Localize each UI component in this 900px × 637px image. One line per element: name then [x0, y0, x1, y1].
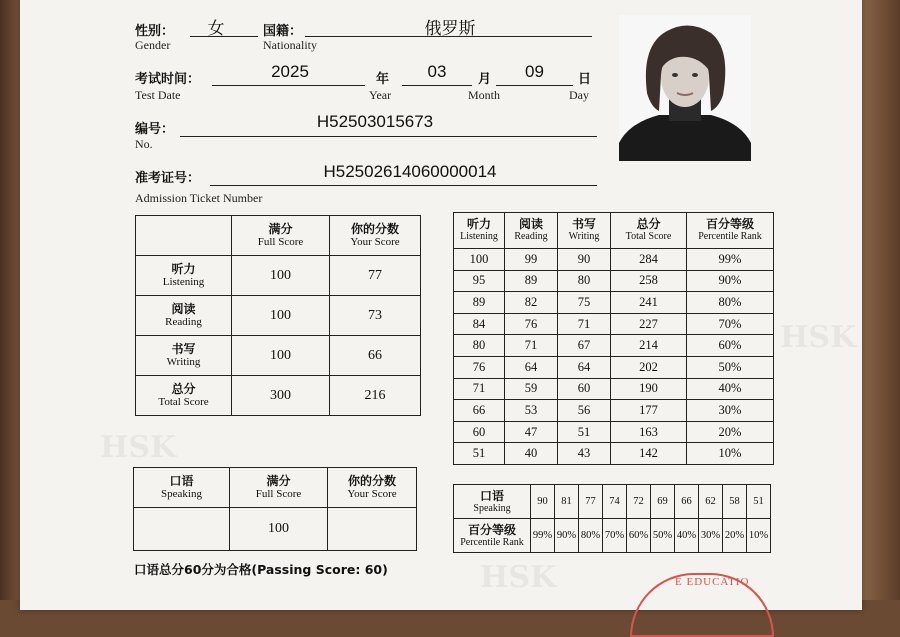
cell-label: 你的分数: [350, 222, 399, 236]
table-cell: 190: [611, 378, 687, 400]
table-cell: 10%: [687, 443, 774, 465]
table-row: [134, 508, 417, 551]
table-cell: [136, 296, 232, 336]
table-cell: 99%: [687, 249, 774, 271]
table-cell: 59: [505, 378, 558, 400]
speaking-full-score: 100: [230, 508, 328, 551]
year-label: 年: [376, 72, 390, 87]
table-cell: 76: [505, 313, 558, 335]
table-cell: 90: [531, 485, 555, 519]
cell-label: 书写: [171, 342, 196, 356]
table-cell: 71: [558, 313, 611, 335]
table-cell: 71: [505, 335, 558, 357]
nationality-label-en: Nationality: [263, 38, 317, 52]
cell-label: Writing: [166, 356, 201, 368]
table-cell: 30%: [687, 400, 774, 422]
table-cell: 89: [505, 270, 558, 292]
table-cell: 227: [611, 313, 687, 335]
cell-label: 总分: [171, 382, 196, 396]
table-cell: 100: [232, 296, 330, 336]
cell-label: Listening: [162, 276, 205, 288]
table-cell: 80%: [579, 519, 603, 553]
table-cell: 51: [454, 443, 505, 465]
gender-value: 女: [207, 19, 225, 39]
table-row: [454, 378, 774, 400]
table-cell: 95: [454, 270, 505, 292]
table-row: [454, 356, 774, 378]
table-cell: 60: [558, 378, 611, 400]
speaking-header: [134, 468, 230, 508]
full-score-header: [232, 216, 330, 256]
number-label-en: No.: [135, 137, 153, 151]
speaking-percentile-table: [453, 484, 771, 553]
cell-label: Speaking: [473, 502, 511, 514]
table-cell: 71: [454, 378, 505, 400]
table-row: [136, 336, 421, 376]
table-cell: 258: [611, 270, 687, 292]
ticket-label: 准考证号：: [135, 171, 201, 186]
table-cell: 74: [603, 485, 627, 519]
speaking-full-header: [230, 468, 328, 508]
table-cell: 67: [558, 335, 611, 357]
table-cell: 80%: [687, 292, 774, 314]
cell-label: Reading: [514, 231, 548, 242]
table-cell: 84: [454, 313, 505, 335]
your-score-header: [330, 216, 421, 256]
table-row: [136, 256, 421, 296]
speaking-your-score: [328, 508, 417, 551]
table-row: [136, 296, 421, 336]
table-row: [454, 313, 774, 335]
table-cell: 77: [330, 256, 421, 296]
cell-label: Full Score: [255, 488, 302, 500]
test-year-value: 2025: [271, 62, 309, 81]
test-day-value: 09: [525, 62, 544, 81]
table-cell: 66: [330, 336, 421, 376]
table-cell: 284: [611, 249, 687, 271]
table-cell: 77: [579, 485, 603, 519]
table-cell: [454, 519, 531, 553]
table-row: [454, 292, 774, 314]
table-cell: 163: [611, 421, 687, 443]
desk-background-right: [862, 0, 900, 600]
cell-label: 听力: [171, 262, 196, 276]
table-cell: 51: [747, 485, 771, 519]
header-percentile: [687, 213, 774, 249]
table-cell: 50%: [651, 519, 675, 553]
table-cell: 72: [627, 485, 651, 519]
cell-label: Total Score: [625, 231, 672, 242]
passing-note: 口语总分60分为合格(Passing Score: 60): [134, 562, 388, 577]
table-cell: 43: [558, 443, 611, 465]
month-label-en: Month: [468, 88, 501, 102]
month-label: 月: [478, 72, 492, 87]
cell-label: 书写: [571, 217, 596, 231]
table-cell: 53: [505, 400, 558, 422]
nationality-value: 俄罗斯: [424, 19, 476, 39]
cell-label: 你的分数: [347, 474, 396, 488]
score-report-sheet: [20, 0, 862, 610]
table-cell: 214: [611, 335, 687, 357]
cell-label: 口语: [479, 488, 504, 503]
speaking-your-header: [328, 468, 417, 508]
cell-label: 总分: [636, 217, 661, 231]
cell-label: Full Score: [257, 236, 304, 248]
header-total: [611, 213, 687, 249]
table-cell: 73: [330, 296, 421, 336]
table-cell: 60%: [687, 335, 774, 357]
gender-label-en: Gender: [135, 38, 171, 52]
table-cell: 69: [651, 485, 675, 519]
table-cell: 62: [699, 485, 723, 519]
table-cell: 216: [330, 376, 421, 416]
table-cell: 76: [454, 356, 505, 378]
table-row: [454, 443, 774, 465]
seal-text: E EDUCATIO: [675, 576, 750, 588]
table-cell: [136, 216, 232, 256]
header-listening: [454, 213, 505, 249]
table-cell: 142: [611, 443, 687, 465]
table-cell: 47: [505, 421, 558, 443]
header-writing: [558, 213, 611, 249]
ticket-value: H52502614060000014: [323, 162, 497, 181]
cell-label: 满分: [268, 222, 293, 236]
table-cell: 10%: [747, 519, 771, 553]
table-cell: 300: [232, 376, 330, 416]
cell-label: 满分: [266, 474, 291, 488]
cell-label: Reading: [165, 316, 202, 328]
table-cell: [134, 508, 230, 551]
number-value: H52503015673: [316, 112, 434, 131]
gender-label: 性别：: [135, 24, 175, 39]
table-row: [454, 421, 774, 443]
table-cell: 70%: [687, 313, 774, 335]
desk-background-left: [0, 0, 22, 600]
table-cell: 81: [555, 485, 579, 519]
number-label: 编号：: [135, 122, 175, 137]
table-cell: 64: [505, 356, 558, 378]
table-cell: [136, 376, 232, 416]
day-label: 日: [578, 72, 592, 87]
table-cell: 40%: [687, 378, 774, 400]
cell-label: Writing: [568, 231, 600, 242]
watermark: HSK: [780, 320, 857, 355]
table-cell: 20%: [687, 421, 774, 443]
cell-label: 阅读: [171, 302, 196, 316]
test-date-label-en: Test Date: [135, 88, 181, 102]
cell-label: Percentile Rank: [698, 231, 762, 242]
test-date-label: 考试时间：: [135, 72, 201, 87]
cell-label: Speaking: [161, 488, 202, 500]
table-cell: 100: [454, 249, 505, 271]
portrait-icon: [619, 15, 751, 161]
candidate-photo: [619, 15, 751, 161]
table-cell: 30%: [699, 519, 723, 553]
table-row: [136, 376, 421, 416]
year-label-en: Year: [369, 88, 392, 102]
table-cell: 202: [611, 356, 687, 378]
table-row: [454, 335, 774, 357]
cell-label: 口语: [169, 474, 194, 488]
table-cell: 70%: [603, 519, 627, 553]
table-cell: 80: [454, 335, 505, 357]
table-cell: 90: [558, 249, 611, 271]
table-cell: 100: [232, 336, 330, 376]
cell-label: 百分等级: [467, 522, 516, 537]
percentile-table: [453, 212, 774, 465]
table-cell: 90%: [555, 519, 579, 553]
table-cell: 99%: [531, 519, 555, 553]
table-cell: 50%: [687, 356, 774, 378]
test-month-value: 03: [427, 62, 447, 81]
table-cell: 40%: [675, 519, 699, 553]
cell-label: 阅读: [518, 217, 543, 231]
table-cell: [136, 256, 232, 296]
header-reading: [505, 213, 558, 249]
table-cell: 100: [232, 256, 330, 296]
cell-label: Listening: [460, 231, 498, 242]
table-cell: 177: [611, 400, 687, 422]
table-row: [454, 519, 771, 553]
table-row: [454, 485, 771, 519]
table-cell: 241: [611, 292, 687, 314]
cell-label: 听力: [466, 217, 491, 231]
day-label-en: Day: [569, 88, 589, 102]
table-cell: 58: [723, 485, 747, 519]
table-cell: 89: [454, 292, 505, 314]
table-cell: 51: [558, 421, 611, 443]
score-table: [135, 215, 421, 416]
table-cell: 40: [505, 443, 558, 465]
table-cell: 66: [454, 400, 505, 422]
cell-label: Your Score: [347, 488, 397, 500]
speaking-table: [133, 467, 417, 551]
table-cell: 66: [675, 485, 699, 519]
table-cell: 80: [558, 270, 611, 292]
table-cell: 20%: [723, 519, 747, 553]
table-cell: 75: [558, 292, 611, 314]
table-cell: [454, 485, 531, 519]
table-cell: 60: [454, 421, 505, 443]
watermark: HSK: [480, 560, 557, 595]
table-cell: 99: [505, 249, 558, 271]
cell-label: Your Score: [350, 236, 400, 248]
watermark: HSK: [100, 430, 177, 465]
cell-label: 百分等级: [705, 217, 754, 231]
table-cell: 90%: [687, 270, 774, 292]
table-cell: 60%: [627, 519, 651, 553]
table-row: [454, 400, 774, 422]
table-cell: 56: [558, 400, 611, 422]
table-cell: [136, 336, 232, 376]
table-cell: 64: [558, 356, 611, 378]
table-row: [454, 270, 774, 292]
table-row: [454, 249, 774, 271]
cell-label: Percentile Rank: [460, 536, 524, 548]
table-cell: 82: [505, 292, 558, 314]
nationality-label: 国籍：: [263, 24, 303, 39]
ticket-label-en: Admission Ticket Number: [135, 191, 263, 205]
cell-label: Total Score: [158, 396, 209, 408]
